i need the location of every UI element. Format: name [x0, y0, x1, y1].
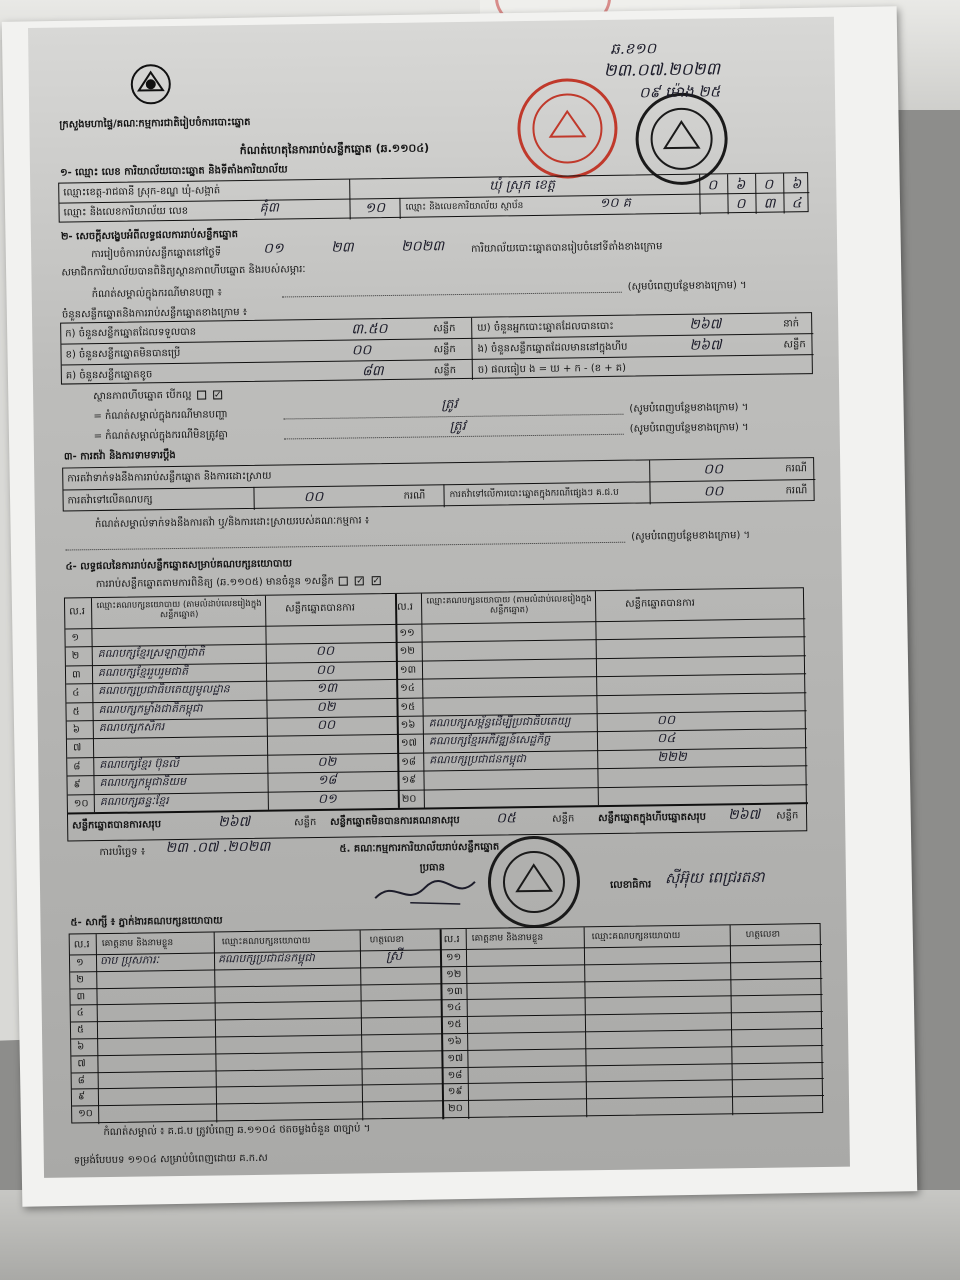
col-no-left: ល.រ: [69, 606, 86, 618]
witness-no-left: ៨: [77, 1074, 85, 1087]
witness-no-right: ១៣: [446, 985, 463, 997]
witness-no-right: ១១: [445, 952, 462, 964]
office-code-3: ៤: [791, 195, 802, 212]
row-b-value: ០០: [351, 342, 372, 359]
office-label: ឈ្មោះ និងលេខការិយាល័យ លេខ: [63, 205, 189, 219]
box-total-value: ២៦៧: [727, 806, 761, 824]
section2-line3: កំណត់សម្គាល់ក្នុងករណីមានបញ្ហា ៖: [91, 287, 222, 301]
result-party-right: គណបក្សប្រជាជនកម្ពុជា: [429, 751, 527, 767]
section2-line4: ចំនួនសន្លឹកឆ្នោតនិងការរាប់សន្លឹកឆ្នោតខាងក្រោម ៖: [61, 306, 248, 321]
handwritten-date: ២៣.០៧.២០២៣: [603, 59, 721, 81]
result-votes-right: ០៤: [656, 731, 676, 747]
complaint-row1-value: ០០: [703, 461, 724, 478]
witness-no-right: ១៩: [447, 1086, 463, 1098]
complaint-row2-unit2: ករណី: [785, 485, 808, 497]
result-no-left: ៤: [72, 687, 80, 699]
witness-no-right: ១២: [446, 968, 462, 981]
result-party-left: គណបក្សកម្ពុជានិយម: [99, 775, 187, 790]
check-line-text: ស្ថានភាពហីបឆ្នោត បើកល្អ: [93, 389, 192, 403]
result-votes-left: ០២: [317, 754, 337, 770]
complaints-table: [62, 457, 815, 511]
witness-no-right: ១៥: [446, 1019, 462, 1031]
witness-no-left: ៤: [76, 1007, 84, 1019]
witness-no-left: ៩: [77, 1091, 86, 1103]
section2-title: ២- សេចក្តីសង្ខេបអំពីលទ្ធផលការរាប់សន្លឹកឆ្នោត: [60, 229, 239, 243]
section2-line1: ការរៀបចំការរាប់សន្លឹកឆ្នោតនៅថ្ងៃទី: [91, 247, 222, 261]
ministry-line: ក្រសួងមហាផ្ទៃ/គណៈកម្មការជាតិរៀបចំការបោះឆ្នោត: [59, 116, 251, 131]
witness-no-left: ៣: [76, 990, 86, 1003]
witness-col-no-right: ល.រ: [443, 934, 460, 946]
row-c-label: គ) ចំនួនសន្លឹកឆ្នោតខូច: [65, 369, 153, 382]
col-votes-right: សន្លឹកឆ្នោតបានការ: [625, 597, 696, 610]
row-b-unit: សន្លឹក: [433, 344, 456, 356]
result-votes-left: ០០: [315, 644, 335, 660]
witness-no-left: ១: [75, 957, 84, 969]
checkbox-checked[interactable]: ✓: [213, 389, 222, 400]
row-a-value: ៣.៥០: [351, 321, 388, 338]
section1-title: ១- ឈ្មោះ លេខ ការិយាល័យបោះឆ្នោត និងទីតាំងការិយាល័យ: [59, 164, 288, 179]
section3-note-tail: (សូមបំពេញបន្ថែមខាងក្រោម) ។: [631, 529, 751, 543]
invalid-total-value: ០៥: [495, 810, 517, 827]
row-d-label: ឃ) ចំនួនអ្នកបោះឆ្នោតដែលបានបោះ: [477, 320, 614, 334]
witness-no-left: ២: [76, 974, 84, 986]
result-no-right: ១៦: [400, 719, 416, 731]
col-party-left: ឈ្មោះគណបក្សនយោបាយ (តាមលំដាប់លេខរៀងក្នុងសន្លឹកឆ្នោត): [96, 598, 262, 620]
complaint-row1-label: ការតវ៉ាទាក់ទងនឹងការរាប់សន្លឹកឆ្នោត និងការដោះស្រាយ: [67, 470, 272, 485]
witness-no-left: ៦: [77, 1041, 85, 1053]
witness-col-sign: ហត្ថលេខា: [369, 934, 405, 946]
checkbox-one[interactable]: [339, 576, 348, 585]
complaint-row2-value: ០០: [303, 488, 324, 506]
witness-col-name-right: គោត្តនាម និងនាមខ្លួន: [471, 932, 544, 944]
witness-no-right: ១៨: [447, 1069, 463, 1081]
row-e-unit: សន្លឹក: [783, 339, 806, 351]
note1-label: = កំណត់សម្គាល់ក្នុងករណីមានបញ្ហា: [93, 409, 228, 423]
result-no-right: ១៤: [400, 682, 415, 695]
row-e-value: ២៦៧: [689, 337, 722, 354]
black-official-stamp: [635, 92, 728, 185]
row-c-value: ៨៣: [361, 363, 384, 380]
witness-table: [69, 923, 824, 1123]
result-party-left: គណបក្សខ្មែរស្រឡាញ់ជាតិ: [97, 645, 205, 661]
note2-label: = កំណត់សម្គាល់ក្នុងករណីមិនត្រូវគ្នា: [93, 429, 228, 443]
witness-col-party: ឈ្មោះគណបក្សនយោបាយ: [221, 936, 311, 948]
witness-no-right: ១៧: [447, 1052, 464, 1065]
row-d-unit: នាក់: [783, 318, 800, 330]
result-no-right: ២០: [401, 793, 417, 805]
result-party-left: គណបក្សកសិករ: [98, 720, 165, 735]
result-no-right: ១៨: [401, 756, 417, 768]
handwritten-code: ឆ.ខ១០: [610, 39, 657, 58]
valid-total-label: សន្លឹកឆ្នោតបានការសរុប: [72, 819, 162, 832]
result-no-left: ៨: [73, 761, 81, 773]
province-value: ឃុំ ស្រុក ខេត្ត: [489, 177, 556, 194]
box-total-unit: សន្លឹក: [776, 810, 799, 822]
col-votes-left: សន្លឹកឆ្នោតបានការ: [285, 602, 356, 615]
result-no-left: ៦: [72, 724, 80, 736]
emblem-logo: [124, 62, 177, 107]
row-f-label: ច) ផលធៀប ង = ឃ + ក - (ខ + គ): [477, 362, 627, 376]
result-votes-left: ០០: [316, 717, 336, 734]
section2-line1-rest: ការិយាល័យបោះឆ្នោតបានរៀបចំនៅទីតាំងខាងក្រោម: [471, 241, 663, 255]
section5-title: ៥- សាក្សី ៖ ភ្នាក់ងារគណបក្សនយោបាយ: [70, 915, 223, 929]
date-label: ការបរិច្ឆេទ ៖: [99, 846, 146, 859]
result-no-left: ១០: [73, 797, 89, 810]
office-value-2: ១០ គ: [599, 195, 632, 212]
witness-no-right: ២០: [448, 1103, 463, 1115]
section4-title: ៤- លទ្ធផលនៃការរាប់សន្លឹកឆ្នោតសម្រាប់គណបក្សនយោបាយ: [65, 558, 293, 573]
result-no-right: ១៩: [401, 774, 417, 787]
witness-no-left: ៥: [76, 1024, 85, 1036]
note2-value: ត្រូវ: [449, 418, 466, 435]
result-party-left: គណបក្សខ្មែរ ប៊ុនលី: [99, 756, 179, 771]
result-votes-left: ១៣: [316, 680, 338, 697]
office-mid-label: ឈ្មោះ និងលេខការិយាល័យ ស្ថាប័ន: [405, 201, 524, 213]
witness-col-party-right: ឈ្មោះគណបក្សនយោបាយ: [591, 930, 681, 943]
witness-no-left: ៧: [77, 1058, 86, 1070]
complaint-row1-unit: ករណី: [785, 463, 808, 475]
row-b-label: ខ) ចំនួនសន្លឹកឆ្នោតមិនបានប្រើ: [65, 347, 181, 361]
col-no-right: ល.រ: [397, 601, 414, 613]
result-no-right: ១៧: [400, 738, 417, 750]
result-party-left: គណបក្សប្រជាធិបតេយ្យមូលដ្ឋាន: [98, 682, 230, 698]
witness-no-left: ១០: [78, 1108, 93, 1120]
complaint-row2-unit: ករណី: [403, 490, 426, 502]
committee-seal: [487, 835, 580, 928]
result-no-left: ១: [71, 632, 80, 644]
valid-total-value: ២៦៧: [217, 813, 251, 831]
section3-note: កំណត់សម្គាល់ទាក់ទងនឹងការតវ៉ា ឬ/និងការដោះស្រាយរបស់គណៈកម្មការ ៖: [94, 515, 370, 531]
section4-intro: [96, 575, 383, 591]
witness-no-right: ១៤: [446, 1002, 462, 1014]
location-table: [58, 172, 808, 222]
result-party-right: គណបក្សសម្ព័ន្ធដើម្បីប្រជាធិបតេយ្យ: [428, 714, 571, 730]
checkbox-three[interactable]: ✓: [372, 575, 381, 586]
result-no-right: ១៥: [400, 701, 416, 713]
committee-label: ៥. គណៈកម្មការការិយាល័យរាប់សន្លឹកឆ្នោត: [339, 841, 500, 855]
checkbox-two[interactable]: ✓: [356, 575, 364, 586]
witness-signature: ស្រី: [385, 948, 403, 965]
invalid-total-label: សន្លឹកឆ្នោតមិនបានការគណនាសរុប: [330, 815, 460, 828]
note1-tail: (សូមបំពេញបន្ថែមខាងក្រោម) ។: [629, 401, 749, 415]
red-official-stamp: [517, 78, 618, 179]
bottom-note: ទម្រង់បែបបទ ១១០៤ សម្រាប់បំពេញដោយ គ.ក.ស: [73, 1152, 268, 1167]
result-votes-left: ០០: [315, 662, 335, 678]
secretary-label: លេខាធិការ: [609, 879, 652, 891]
province-code-4: ៦: [791, 176, 802, 193]
result-party-right: គណបក្សខ្មែរអភិវឌ្ឍន៍សេដ្ឋកិច្ច: [428, 733, 551, 748]
form-title: កំណត់ហេតុនៃការរាប់សន្លឹកឆ្នោត (ឆ.១១០៤): [239, 141, 430, 158]
results-table: [64, 587, 807, 841]
result-no-left: ៧: [72, 742, 82, 754]
invalid-total-unit: សន្លឹក: [552, 813, 575, 825]
complaint-row2-value2: ០០: [703, 483, 724, 500]
section4-intro-text: ការរាប់សន្លឹកឆ្នោតតាមការពិនិត្យ (ឆ.១១០៥) មានចំនួន ១សន្លឹក: [95, 575, 334, 591]
result-party-left: គណបក្សខ្មែររួបរួមជាតិ: [97, 664, 189, 679]
row-e-label: ង) ចំនួនសន្លឹកឆ្នោតដែលមាននៅក្នុងហីប: [477, 341, 628, 355]
note1-value: ត្រូវ: [441, 397, 458, 413]
complaint-row2-label: ការតវ៉ាទៅលើគណបក្ស: [67, 494, 153, 507]
count-summary-table: [60, 312, 813, 384]
box-total-label: សន្លឹកឆ្នោតក្នុងហីបឆ្នោតសរុប: [598, 811, 707, 825]
province-code-1: ០: [707, 177, 718, 194]
section2-line3-note: (សូមបំពេញបន្ថែមខាងក្រោម) ។: [627, 279, 747, 293]
note2-tail: (សូមបំពេញបន្ថែមខាងក្រោម) ។: [629, 421, 749, 435]
chair-signature: [370, 872, 481, 914]
result-party-left: គណបក្សឆន្ទៈខ្មែរ: [99, 793, 169, 808]
row-c-unit: សន្លឹក: [433, 365, 457, 377]
witness-col-no: ល.រ: [73, 939, 90, 951]
result-party-left: គណបក្សកម្លាំងជាតិកម្ពុជា: [98, 701, 203, 716]
section3-title: ៣- ការតវ៉ា និងការទាមទារប្តឹង: [63, 449, 176, 463]
row-a-unit: សន្លឹក: [433, 323, 456, 335]
count-year: ២០២៣: [400, 238, 445, 255]
handwritten-time: ០៩ ម៉ោង ២៥: [638, 82, 721, 102]
witness-no-right: ១៦: [447, 1036, 462, 1048]
count-month: ២៣: [330, 239, 354, 256]
witness-col-sign-right: ហត្ថលេខា: [745, 929, 781, 941]
row-d-value: ២៦៧: [689, 316, 722, 333]
result-no-left: ៣: [71, 669, 81, 681]
witness-name: ចាប ប្រុសភារៈ: [99, 953, 160, 968]
witness-party: គណបក្សប្រជាជនកម្ពុជា: [217, 951, 315, 966]
footnote: កំណត់សម្គាល់ ៖ គ.ជ.ប ត្រូវបំពេញ ឆ.១១០៤ ថតចម្លងចំនួន ៣ច្បាប់ ។: [103, 1123, 371, 1139]
province-code-3: ០: [763, 176, 774, 193]
result-no-right: ១២: [399, 646, 415, 658]
result-no-right: ១១: [399, 627, 415, 639]
result-votes-left: ០១: [317, 791, 337, 807]
chair-label: ប្រធាន: [419, 862, 446, 874]
valid-total-unit: សន្លឹក: [294, 817, 317, 829]
result-votes-left: ០២: [316, 699, 336, 715]
province-label: ឈ្មោះខេត្ត-រាជធានី ស្រុក-ខណ្ឌ ឃុំ-សង្កាត់: [63, 185, 221, 199]
result-votes-right: ០០: [656, 713, 676, 729]
secretary-name: ស៊ីអ៊ុយ ពេជ្ររតនា: [664, 867, 765, 888]
result-votes-left: ១៨: [317, 772, 337, 789]
result-votes-right: ២២២: [657, 749, 687, 766]
result-no-left: ២: [71, 650, 80, 662]
document-sheet: [28, 17, 850, 1178]
province-code-2: ៦: [735, 177, 746, 194]
office-code-1: ០: [735, 196, 746, 213]
section2-line2: សមាជិកការិយាល័យបានពិនិត្យស្ថានភាពហីបឆ្នោត និងរបស់សម្ភារៈ: [61, 264, 306, 279]
ballot-box-check-line: [93, 389, 224, 402]
date-value: ២៣ .០៧ .២០២៣: [165, 838, 271, 857]
office-number: ១០: [364, 200, 386, 217]
col-party-right: ឈ្មោះគណបក្សនយោបាយ (តាមលំដាប់លេខរៀងក្នុងសន្លឹកឆ្នោត): [426, 594, 592, 616]
complaint-row2-mid: ការតវ៉ាទៅលើការបោះឆ្នោតក្នុងករណីផ្សេងៗ គ.ជ.ប: [449, 487, 619, 501]
office-value: គុំ៣: [259, 200, 280, 216]
checkbox-empty[interactable]: [197, 390, 206, 399]
result-no-left: ៩: [73, 779, 81, 791]
result-no-left: ៥: [72, 705, 80, 718]
count-day: ០១: [262, 240, 284, 257]
office-code-2: ៣: [763, 195, 776, 212]
row-a-label: ក) ចំនួនសន្លឹកឆ្នោតដែលទទួលបាន: [65, 326, 197, 340]
witness-col-name: គោត្តនាម និងនាមខ្លួន: [101, 938, 174, 950]
result-no-right: ១៣: [399, 664, 417, 676]
